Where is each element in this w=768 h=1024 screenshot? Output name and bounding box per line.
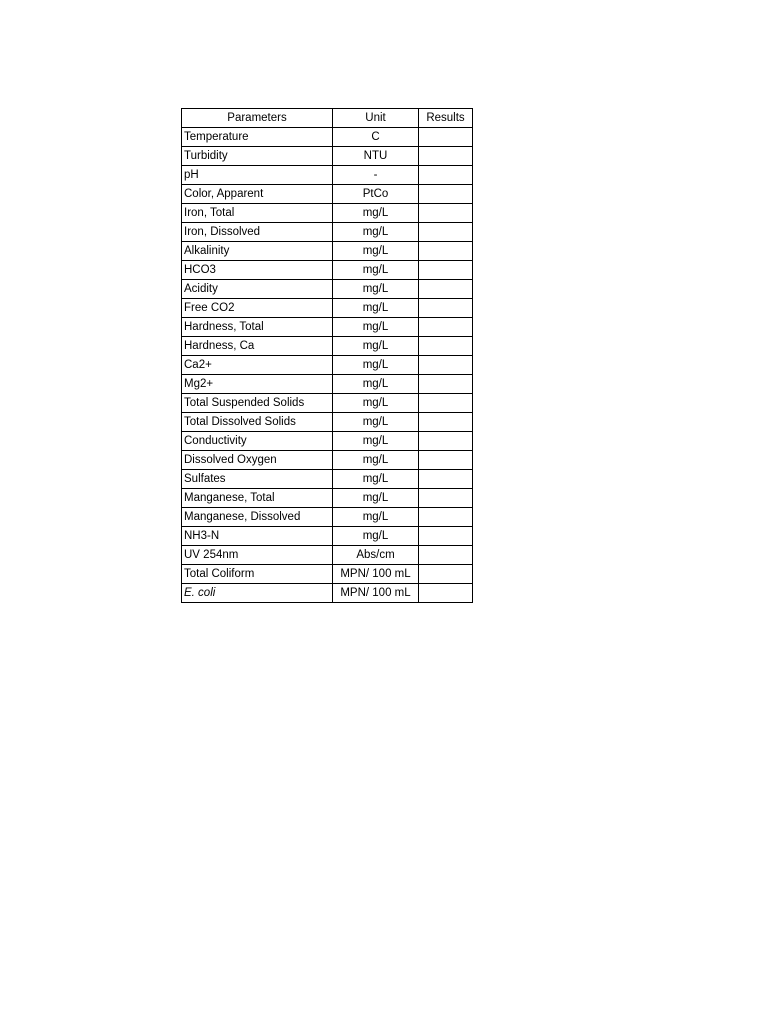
result-cell xyxy=(419,356,473,375)
parameter-cell: Acidity xyxy=(182,280,333,299)
table-row xyxy=(182,204,473,223)
result-cell xyxy=(419,299,473,318)
parameter-cell: Total Coliform xyxy=(182,565,333,584)
result-cell xyxy=(419,337,473,356)
unit-cell: PtCo xyxy=(333,185,419,204)
unit-cell: mg/L xyxy=(333,223,419,242)
result-cell xyxy=(419,223,473,242)
table-row xyxy=(182,337,473,356)
result-cell xyxy=(419,375,473,394)
parameter-cell: Hardness, Total xyxy=(182,318,333,337)
parameter-cell: Mg2+ xyxy=(182,375,333,394)
result-cell xyxy=(419,128,473,147)
table-row xyxy=(182,584,473,603)
result-cell xyxy=(419,147,473,166)
table-row xyxy=(182,147,473,166)
table-row xyxy=(182,432,473,451)
unit-cell: mg/L xyxy=(333,394,419,413)
table-row xyxy=(182,394,473,413)
table-row xyxy=(182,413,473,432)
table-header-row xyxy=(182,109,473,128)
result-cell xyxy=(419,261,473,280)
result-cell xyxy=(419,546,473,565)
result-cell xyxy=(419,413,473,432)
unit-cell: mg/L xyxy=(333,261,419,280)
parameter-cell: Iron, Dissolved xyxy=(182,223,333,242)
result-cell xyxy=(419,489,473,508)
unit-cell: mg/L xyxy=(333,242,419,261)
table-row xyxy=(182,565,473,584)
parameter-cell: Free CO2 xyxy=(182,299,333,318)
table-row xyxy=(182,451,473,470)
table-row xyxy=(182,318,473,337)
unit-cell: mg/L xyxy=(333,337,419,356)
parameter-cell: pH xyxy=(182,166,333,185)
table-row xyxy=(182,242,473,261)
parameters-table xyxy=(181,108,473,603)
result-cell xyxy=(419,527,473,546)
parameter-cell: Alkalinity xyxy=(182,242,333,261)
unit-cell: mg/L xyxy=(333,527,419,546)
unit-cell: mg/L xyxy=(333,356,419,375)
unit-cell: mg/L xyxy=(333,299,419,318)
unit-cell: mg/L xyxy=(333,318,419,337)
table-row xyxy=(182,299,473,318)
unit-cell: mg/L xyxy=(333,432,419,451)
result-cell xyxy=(419,204,473,223)
table-row xyxy=(182,489,473,508)
unit-cell: mg/L xyxy=(333,413,419,432)
parameter-cell: Sulfates xyxy=(182,470,333,489)
table-row xyxy=(182,470,473,489)
unit-cell: Abs/cm xyxy=(333,546,419,565)
table-body xyxy=(182,128,473,603)
unit-cell: - xyxy=(333,166,419,185)
table-row xyxy=(182,375,473,394)
parameter-cell: Manganese, Dissolved xyxy=(182,508,333,527)
table-row xyxy=(182,166,473,185)
unit-cell: MPN/ 100 mL xyxy=(333,584,419,603)
parameter-cell: NH3-N xyxy=(182,527,333,546)
parameter-cell: Total Suspended Solids xyxy=(182,394,333,413)
table-row xyxy=(182,546,473,565)
table-row xyxy=(182,128,473,147)
parameter-cell: E. coli xyxy=(182,584,333,603)
unit-cell: mg/L xyxy=(333,451,419,470)
unit-cell: mg/L xyxy=(333,489,419,508)
header-results: Results xyxy=(419,109,473,128)
result-cell xyxy=(419,318,473,337)
unit-cell: mg/L xyxy=(333,280,419,299)
result-cell xyxy=(419,584,473,603)
result-cell xyxy=(419,242,473,261)
parameter-cell: HCO3 xyxy=(182,261,333,280)
unit-cell: MPN/ 100 mL xyxy=(333,565,419,584)
table-row xyxy=(182,223,473,242)
parameter-cell: Hardness, Ca xyxy=(182,337,333,356)
parameter-cell: Dissolved Oxygen xyxy=(182,451,333,470)
result-cell xyxy=(419,470,473,489)
unit-cell: mg/L xyxy=(333,508,419,527)
parameter-cell: Temperature xyxy=(182,128,333,147)
result-cell xyxy=(419,185,473,204)
unit-cell: mg/L xyxy=(333,470,419,489)
result-cell xyxy=(419,394,473,413)
table-row xyxy=(182,527,473,546)
parameter-cell: UV 254nm xyxy=(182,546,333,565)
table-row xyxy=(182,508,473,527)
table-row xyxy=(182,185,473,204)
header-parameters: Parameters xyxy=(182,109,333,128)
result-cell xyxy=(419,280,473,299)
unit-cell: mg/L xyxy=(333,375,419,394)
result-cell xyxy=(419,451,473,470)
unit-cell: mg/L xyxy=(333,204,419,223)
parameter-cell: Manganese, Total xyxy=(182,489,333,508)
parameter-cell: Iron, Total xyxy=(182,204,333,223)
result-cell xyxy=(419,508,473,527)
parameter-cell: Ca2+ xyxy=(182,356,333,375)
table-row xyxy=(182,261,473,280)
parameter-cell: Total Dissolved Solids xyxy=(182,413,333,432)
unit-cell: NTU xyxy=(333,147,419,166)
parameter-cell: Conductivity xyxy=(182,432,333,451)
header-unit: Unit xyxy=(333,109,419,128)
parameter-cell: Turbidity xyxy=(182,147,333,166)
unit-cell: C xyxy=(333,128,419,147)
result-cell xyxy=(419,565,473,584)
result-cell xyxy=(419,166,473,185)
result-cell xyxy=(419,432,473,451)
parameter-cell: Color, Apparent xyxy=(182,185,333,204)
table-row xyxy=(182,356,473,375)
table-row xyxy=(182,280,473,299)
